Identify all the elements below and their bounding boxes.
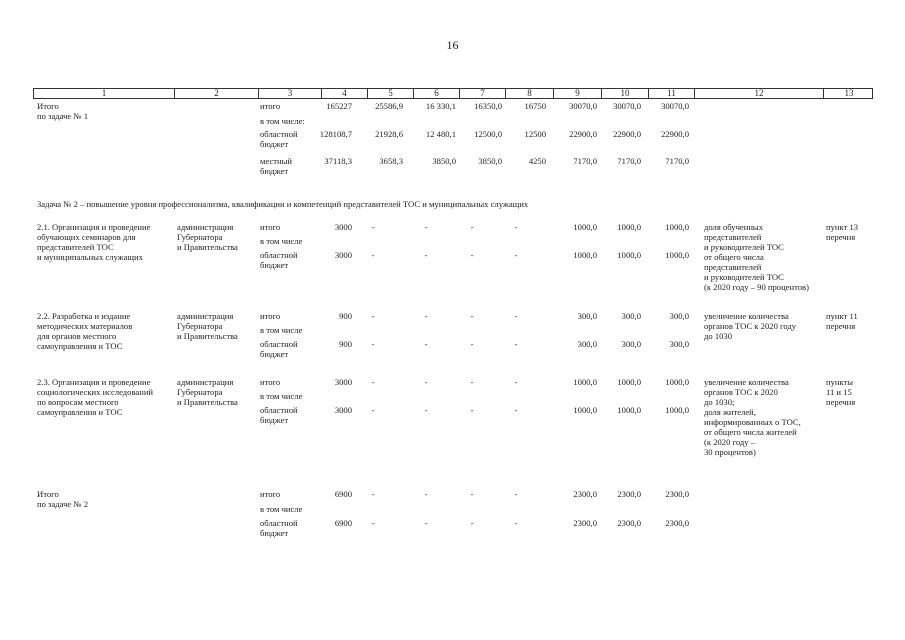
row-label: в том числе xyxy=(260,325,303,335)
measure-name: 2.3. Организация и проведение социологических исследований по вопросам местного самоуправления и ТОС xyxy=(37,377,154,417)
value-cell: 900 xyxy=(339,339,352,349)
value-cell: - xyxy=(514,250,518,260)
indicator-text: увеличение количества органов ТОС к 2020 году до 1030 xyxy=(704,311,797,341)
value-cell: 7170,0 xyxy=(573,156,597,166)
value-cell: - xyxy=(371,222,375,232)
value-cell: 4250 xyxy=(528,156,546,166)
value-cell: 2300,0 xyxy=(665,489,689,499)
value-cell: 1000,0 xyxy=(617,377,641,387)
value-cell: 3658,3 xyxy=(379,156,403,166)
value-cell: 1000,0 xyxy=(665,377,689,387)
value-cell: - xyxy=(514,518,518,528)
value-cell: 128108,7 xyxy=(319,129,352,139)
value-cell: 30070,0 xyxy=(661,101,689,111)
row-label: областной бюджет xyxy=(260,405,298,425)
header-cell-6: 6 xyxy=(413,89,459,98)
row-label: местный бюджет xyxy=(260,156,293,176)
value-cell: 2300,0 xyxy=(617,489,641,499)
total-task2-title: Итого по задаче № 2 xyxy=(37,489,89,509)
value-cell: 2300,0 xyxy=(665,518,689,528)
value-cell: 3000 xyxy=(334,222,352,232)
header-cell-12: 12 xyxy=(694,89,823,98)
value-cell: 16 330,1 xyxy=(425,101,456,111)
value-cell: 22900,0 xyxy=(661,129,689,139)
value-cell: - xyxy=(514,222,518,232)
value-cell: 1000,0 xyxy=(665,405,689,415)
value-cell: 3000 xyxy=(334,405,352,415)
value-cell: 1000,0 xyxy=(573,377,597,387)
executor: администрация Губернатора и Правительства xyxy=(177,377,238,407)
value-cell: - xyxy=(424,377,428,387)
value-cell: - xyxy=(371,250,375,260)
task2-title: Задача № 2 – повышение уровня профессионализма, квалификации и компетенций представителей ТОС и муниципальных служащих xyxy=(37,199,529,209)
value-cell: 2300,0 xyxy=(617,518,641,528)
value-cell: 37118,3 xyxy=(324,156,352,166)
value-cell: 1000,0 xyxy=(617,222,641,232)
value-cell: 6900 xyxy=(334,518,352,528)
value-cell: 7170,0 xyxy=(617,156,641,166)
value-cell: - xyxy=(424,405,428,415)
value-cell: 300,0 xyxy=(669,339,689,349)
value-cell: 22900,0 xyxy=(613,129,641,139)
value-cell: - xyxy=(371,339,375,349)
value-cell: 30070,0 xyxy=(569,101,597,111)
value-cell: - xyxy=(371,377,375,387)
row-label: итого xyxy=(260,222,281,232)
value-cell: - xyxy=(424,489,428,499)
executor: администрация Губернатора и Правительства xyxy=(177,222,238,252)
value-cell: 1000,0 xyxy=(617,250,641,260)
page-number: 16 xyxy=(446,38,459,52)
header-cell-11: 11 xyxy=(648,89,694,98)
value-cell: - xyxy=(424,250,428,260)
value-cell: 300,0 xyxy=(669,311,689,321)
reference: пункты 11 и 15 перечня xyxy=(826,377,856,407)
value-cell: - xyxy=(470,311,474,321)
value-cell: - xyxy=(514,489,518,499)
value-cell: 12 480,1 xyxy=(425,129,456,139)
value-cell: - xyxy=(371,518,375,528)
value-cell: - xyxy=(514,377,518,387)
header-cell-2: 2 xyxy=(174,89,258,98)
row-label: итого xyxy=(260,311,281,321)
value-cell: - xyxy=(424,311,428,321)
value-cell: 1000,0 xyxy=(573,250,597,260)
row-label: итого xyxy=(260,101,281,111)
header-cell-7: 7 xyxy=(459,89,505,98)
value-cell: 12500,0 xyxy=(474,129,502,139)
value-cell: 1000,0 xyxy=(573,405,597,415)
value-cell: 300,0 xyxy=(577,339,597,349)
value-cell: 3000 xyxy=(334,377,352,387)
row-label: областной бюджет xyxy=(260,250,298,270)
value-cell: 3850,0 xyxy=(478,156,502,166)
value-cell: 16750 xyxy=(524,101,546,111)
indicator-text: доля обученных представителей и руководителей ТОС от общего числа представителей и руководителей ТОС (к 2020 году – 90 процентов) xyxy=(704,222,809,292)
measure-name: 2.2. Разработка и издание методических материалов для органов местного самоуправления и ТОС xyxy=(37,311,133,351)
row-label: итого xyxy=(260,377,281,387)
value-cell: 300,0 xyxy=(621,339,641,349)
value-cell: 12500 xyxy=(524,129,546,139)
header-cell-5: 5 xyxy=(367,89,413,98)
value-cell: - xyxy=(424,518,428,528)
header-cell-4: 4 xyxy=(321,89,367,98)
indicator-text: увеличение количества органов ТОС к 2020 до 1030; доля жителей, информированных о ТОС, от общего числа жителей (к 2020 году – 30 процентов) xyxy=(704,377,801,457)
value-cell: 30070,0 xyxy=(613,101,641,111)
value-cell: 2300,0 xyxy=(573,518,597,528)
value-cell: 7170,0 xyxy=(665,156,689,166)
value-cell: 1000,0 xyxy=(665,250,689,260)
value-cell: - xyxy=(470,222,474,232)
header-cell-3: 3 xyxy=(258,89,321,98)
value-cell: 6900 xyxy=(334,489,352,499)
row-label: областной бюджет xyxy=(260,339,298,359)
value-cell: 165227 xyxy=(326,101,352,111)
row-label: областной бюджет xyxy=(260,518,298,538)
header-cell-13: 13 xyxy=(823,89,874,98)
value-cell: 22900,0 xyxy=(569,129,597,139)
value-cell: 16350,0 xyxy=(474,101,502,111)
value-cell: 300,0 xyxy=(621,311,641,321)
value-cell: - xyxy=(470,405,474,415)
value-cell: 900 xyxy=(339,311,352,321)
value-cell: 3000 xyxy=(334,250,352,260)
row-label: областной бюджет xyxy=(260,129,298,149)
value-cell: 300,0 xyxy=(577,311,597,321)
header-cell-9: 9 xyxy=(553,89,601,98)
value-cell: - xyxy=(514,339,518,349)
table-header xyxy=(33,88,873,99)
value-cell: - xyxy=(371,489,375,499)
executor: администрация Губернатора и Правительства xyxy=(177,311,238,341)
value-cell: - xyxy=(470,250,474,260)
value-cell: - xyxy=(371,311,375,321)
value-cell: 25586,9 xyxy=(375,101,403,111)
value-cell: - xyxy=(470,489,474,499)
header-cell-8: 8 xyxy=(505,89,553,98)
value-cell: - xyxy=(424,222,428,232)
value-cell: 21928,6 xyxy=(375,129,403,139)
row-label: в том числе xyxy=(260,391,303,401)
value-cell: - xyxy=(371,405,375,415)
value-cell: 1000,0 xyxy=(573,222,597,232)
row-label: итого xyxy=(260,489,281,499)
value-cell: - xyxy=(470,377,474,387)
row-label: в том числе: xyxy=(260,116,305,126)
reference: пункт 13 перечня xyxy=(826,222,859,242)
value-cell: 1000,0 xyxy=(617,405,641,415)
value-cell: - xyxy=(470,339,474,349)
row-label: в том числе xyxy=(260,236,303,246)
row-label: в том числе xyxy=(260,504,303,514)
header-cell-10: 10 xyxy=(601,89,648,98)
header-cell-1: 1 xyxy=(101,88,107,98)
measure-name: 2.1. Организация и проведение обучающих семинаров для представителей ТОС и муниципальных служащих xyxy=(37,222,151,262)
reference: пункт 11 перечня xyxy=(826,311,858,331)
value-cell: - xyxy=(514,311,518,321)
total-task1-title: Итого по задаче № 1 xyxy=(37,101,89,121)
value-cell: 2300,0 xyxy=(573,489,597,499)
value-cell: - xyxy=(470,518,474,528)
value-cell: 3850,0 xyxy=(432,156,456,166)
value-cell: - xyxy=(424,339,428,349)
value-cell: 1000,0 xyxy=(665,222,689,232)
value-cell: - xyxy=(514,405,518,415)
